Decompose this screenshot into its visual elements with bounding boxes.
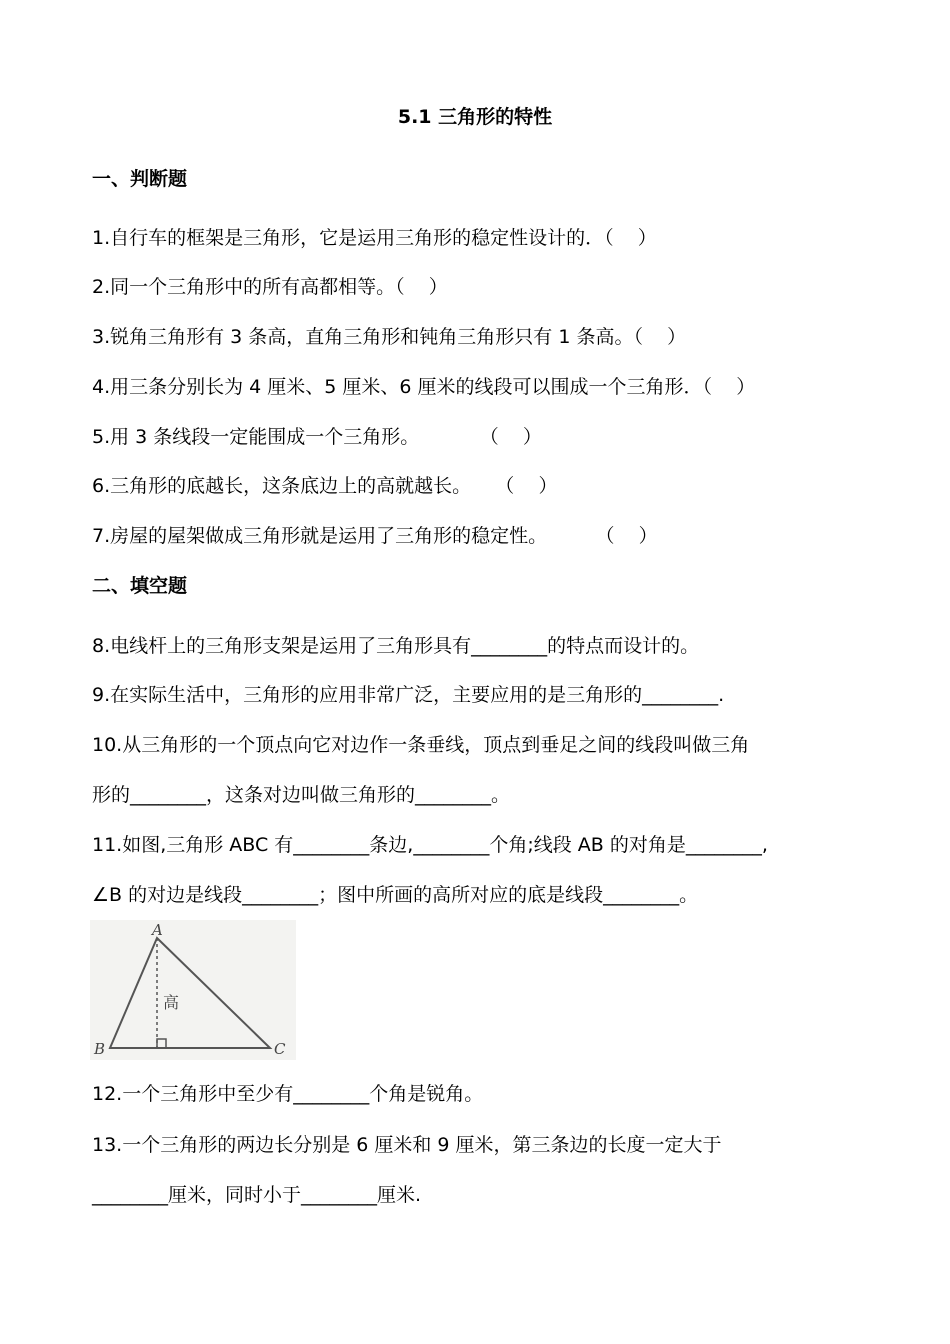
right-angle-marker xyxy=(157,1039,166,1048)
question-12: 12.一个三角形中至少有________个角是锐角。 xyxy=(92,1083,484,1105)
question-13-line-1: 13.一个三角形的两边长分别是 6 厘米和 9 厘米，第三条边的长度一定大于 xyxy=(92,1134,722,1156)
triangle-diagram xyxy=(90,920,296,1060)
question-8: 8.电线杆上的三角形支架是运用了三角形具有________的特点而设计的。 xyxy=(92,635,700,657)
question-6: 6.三角形的底越长，这条底边上的高就越长。 （ ） xyxy=(92,475,558,497)
height-label: 高 xyxy=(163,993,180,1012)
page-title: 5.1 三角形的特性 xyxy=(397,106,553,128)
question-4: 4.用三条分别长为 4 厘米、5 厘米、6 厘米的线段可以围成一个三角形．（ ） xyxy=(92,376,756,398)
question-11-line-2: ∠B 的对边是线段________；图中所画的高所对应的底是线段________。 xyxy=(92,884,699,906)
question-1: 1.自行车的框架是三角形，它是运用三角形的稳定性设计的．（ ） xyxy=(92,227,657,249)
question-3: 3.锐角三角形有 3 条高，直角三角形和钝角三角形只有 1 条高。（ ） xyxy=(92,326,687,348)
triangle-abc xyxy=(110,938,270,1048)
question-5: 5.用 3 条线段一定能围成一个三角形。 （ ） xyxy=(92,426,542,448)
vertex-a-label: A xyxy=(152,921,163,939)
section-heading-fill: 二、填空题 xyxy=(92,575,188,597)
triangle-figure xyxy=(90,920,296,1060)
question-11-line-1: 11.如图,三角形 ABC 有________条边,________个角;线段 AB 的对角是________, xyxy=(92,834,768,856)
question-7: 7.房屋的屋架做成三角形就是运用了三角形的稳定性。 （ ） xyxy=(92,525,658,547)
question-9: 9.在实际生活中，三角形的应用非常广泛，主要应用的是三角形的________. xyxy=(92,684,725,706)
question-13-line-2: ________厘米，同时小于________厘米. xyxy=(92,1184,422,1206)
question-10-line-1: 10.从三角形的一个顶点向它对边作一条垂线，顶点到垂足之间的线段叫做三角 xyxy=(92,734,750,756)
vertex-b-label: B xyxy=(94,1040,106,1058)
question-2: 2.同一个三角形中的所有高都相等。（ ） xyxy=(92,276,448,298)
question-10-line-2: 形的________，这条对边叫做三角形的________。 xyxy=(92,784,511,806)
vertex-c-label: C xyxy=(274,1040,286,1058)
section-heading-judge: 一、判断题 xyxy=(92,168,188,190)
